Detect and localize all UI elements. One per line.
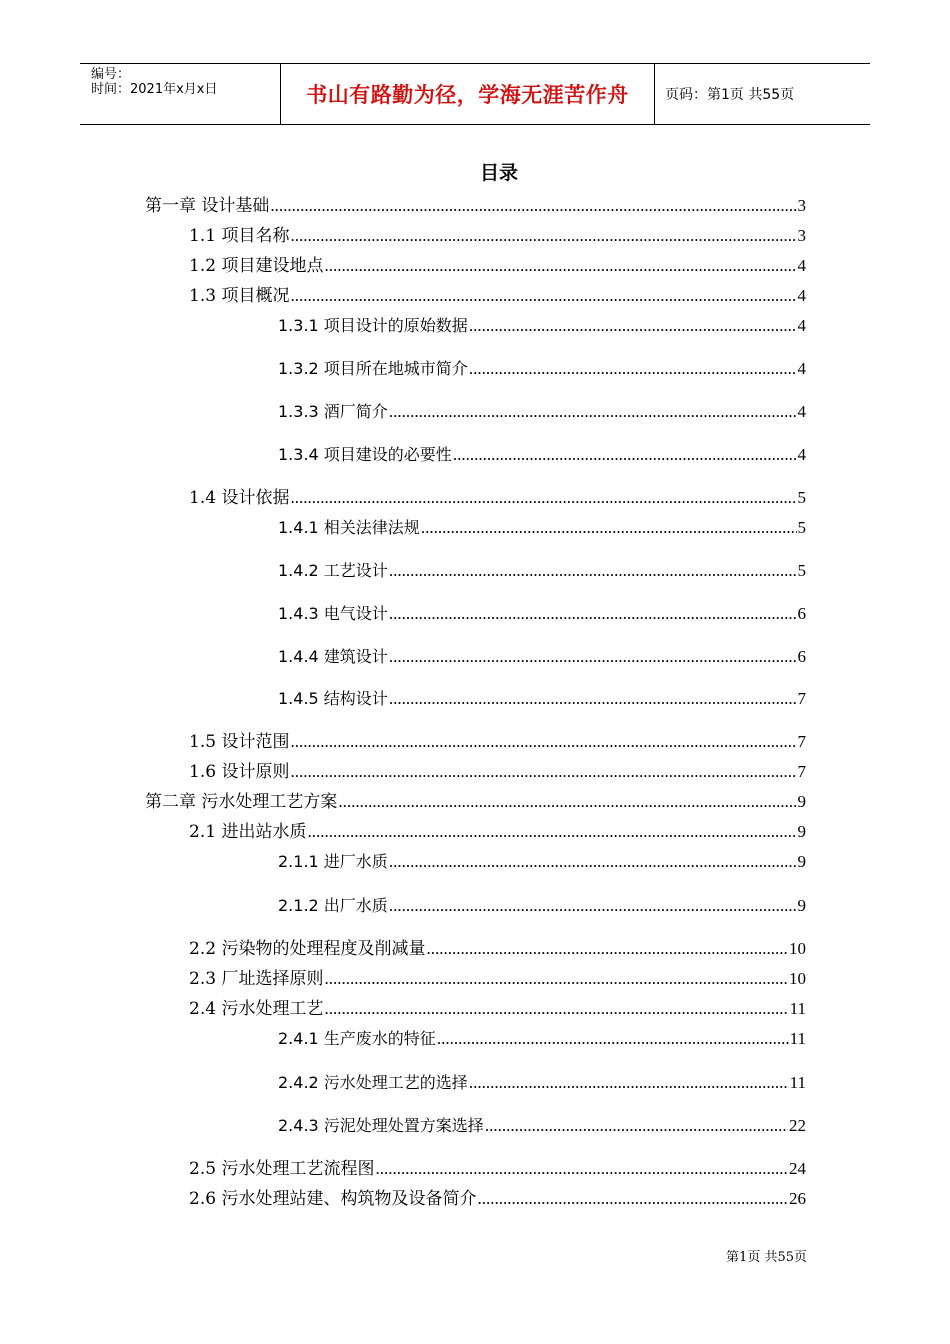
- toc-leader-dots: [469, 315, 797, 337]
- header-motto: 书山有路勤为径，学海无涯苦作舟: [281, 64, 655, 124]
- toc-leader-dots: [426, 938, 788, 960]
- toc-entry[interactable]: [189, 223, 806, 247]
- toc-entry-text: 1.3.1 项目设计的原始数据: [278, 316, 468, 335]
- toc-entry-page: 9: [797, 896, 806, 915]
- toc-leader-dots: [389, 646, 797, 668]
- toc-title: 目录: [479, 162, 518, 184]
- toc-entry-page: 4: [797, 402, 806, 421]
- toc-entry-text: 2.3 厂址选择原则: [189, 969, 324, 989]
- toc-entry-text: 1.3 项目概况: [189, 286, 290, 306]
- toc-entry-page: 4: [797, 445, 806, 464]
- toc-entry-page: 5: [797, 488, 806, 507]
- document-time-label: 时间：2021年x月x日: [91, 82, 218, 97]
- toc-entry-text: 1.4.1 相关法律法规: [278, 518, 420, 537]
- toc-entry-text: 2.4.1 生产废水的特征: [278, 1029, 436, 1048]
- toc-entry-page: 11: [789, 1073, 806, 1092]
- page-footer: 第1页 共55页: [726, 1250, 807, 1265]
- toc-leader-dots: [389, 560, 797, 582]
- toc-entry-text: 2.1.1 进厂水质: [278, 852, 388, 871]
- toc-entry-text: 1.4.3 电气设计: [278, 604, 388, 623]
- toc-entry-text: 2.2 污染物的处理程度及削减量: [189, 939, 426, 959]
- toc-entry-page: 10: [789, 969, 806, 988]
- toc-entry[interactable]: [278, 1113, 806, 1137]
- toc-entry-page: 6: [797, 604, 806, 623]
- document-header: [80, 63, 870, 125]
- toc-entry-page: 26: [789, 1189, 806, 1208]
- toc-entry-page: 7: [797, 762, 806, 781]
- toc-entry-text: 第一章 设计基础: [145, 196, 270, 216]
- toc-entry-text: 1.3.3 酒厂简介: [278, 402, 388, 421]
- toc-entry-text: 1.2 项目建设地点: [189, 256, 324, 276]
- toc-entry-text: 2.4 污水处理工艺: [189, 999, 324, 1019]
- toc-entry-text: 1.4.5 结构设计: [278, 689, 388, 708]
- toc-entry-page: 22: [789, 1116, 806, 1135]
- toc-entry-page: 4: [797, 359, 806, 378]
- toc-entry-page: 9: [797, 852, 806, 871]
- header-meta: [80, 64, 281, 124]
- toc-entry[interactable]: [145, 789, 806, 813]
- toc-leader-dots: [389, 851, 797, 873]
- toc-entry[interactable]: [189, 1156, 806, 1180]
- toc-leader-dots: [421, 517, 797, 539]
- toc-entry-page: 6: [797, 647, 806, 666]
- toc-entry-page: 9: [797, 822, 806, 841]
- toc-entry[interactable]: [189, 1186, 806, 1210]
- toc-entry[interactable]: [189, 936, 806, 960]
- toc-leader-dots: [338, 791, 796, 813]
- toc-leader-dots: [290, 225, 796, 247]
- toc-leader-dots: [389, 688, 797, 710]
- toc-entry[interactable]: [145, 193, 806, 217]
- toc-entry[interactable]: [278, 313, 806, 337]
- toc-leader-dots: [307, 821, 796, 843]
- toc-entry[interactable]: [278, 644, 806, 668]
- toc-leader-dots: [290, 761, 796, 783]
- toc-entry[interactable]: [278, 1026, 806, 1050]
- toc-entry-page: 3: [797, 226, 806, 245]
- toc-entry-text: 1.3.2 项目所在地城市简介: [278, 359, 468, 378]
- toc-entry[interactable]: [189, 485, 806, 509]
- toc-entry-page: 10: [789, 939, 806, 958]
- toc-leader-dots: [453, 444, 797, 466]
- toc-entry-text: 1.3.4 项目建设的必要性: [278, 445, 452, 464]
- toc-entry-page: 4: [797, 316, 806, 335]
- toc-entry-page: 3: [797, 196, 806, 215]
- toc-entry-page: 7: [797, 689, 806, 708]
- toc-leader-dots: [469, 358, 797, 380]
- toc-leader-dots: [389, 895, 797, 917]
- toc-entry-text: 1.4.4 建筑设计: [278, 647, 388, 666]
- toc-entry-page: 5: [797, 561, 806, 580]
- toc-leader-dots: [324, 998, 788, 1020]
- toc-entry-page: 9: [797, 792, 806, 811]
- toc-entry[interactable]: [278, 515, 806, 539]
- toc-entry-page: 7: [797, 732, 806, 751]
- toc-leader-dots: [324, 968, 788, 990]
- toc-entry[interactable]: [278, 399, 806, 423]
- toc-leader-dots: [477, 1188, 788, 1210]
- toc-leader-dots: [290, 487, 796, 509]
- toc-entry-text: 2.4.3 污泥处理处置方案选择: [278, 1116, 484, 1135]
- toc-entry[interactable]: [189, 966, 806, 990]
- toc-entry-page: 4: [797, 286, 806, 305]
- toc-entry-page: 4: [797, 256, 806, 275]
- toc-entry[interactable]: [189, 283, 806, 307]
- toc-entry[interactable]: [189, 253, 806, 277]
- toc-entry[interactable]: [189, 996, 806, 1020]
- toc-entry[interactable]: [278, 558, 806, 582]
- toc-entry[interactable]: [278, 893, 806, 917]
- toc-entry[interactable]: [189, 759, 806, 783]
- document-number-label: 编号：: [91, 67, 131, 82]
- header-page-label: 页码：第1页 共55页: [665, 87, 795, 103]
- toc-entry-page: 5: [797, 518, 806, 537]
- toc-leader-dots: [270, 195, 796, 217]
- toc-entry-page: 11: [789, 1029, 806, 1048]
- toc-leader-dots: [290, 731, 796, 753]
- toc-entry-text: 2.1 进出站水质: [189, 822, 307, 842]
- toc-leader-dots: [437, 1028, 789, 1050]
- toc-entry-text: 1.6 设计原则: [189, 762, 290, 782]
- toc-leader-dots: [389, 603, 797, 625]
- toc-leader-dots: [290, 285, 796, 307]
- toc-entry-text: 2.1.2 出厂水质: [278, 896, 388, 915]
- toc-entry[interactable]: [278, 442, 806, 466]
- toc-entry[interactable]: [278, 601, 806, 625]
- toc-entry-text: 2.5 污水处理工艺流程图: [189, 1159, 375, 1179]
- toc-entry-text: 1.1 项目名称: [189, 226, 290, 246]
- toc-entry[interactable]: [189, 729, 806, 753]
- toc-leader-dots: [389, 401, 797, 423]
- toc-leader-dots: [469, 1072, 789, 1094]
- toc-entry-page: 24: [789, 1159, 806, 1178]
- toc-entry-text: 1.4 设计依据: [189, 488, 290, 508]
- toc-leader-dots: [485, 1115, 788, 1137]
- toc-leader-dots: [324, 255, 796, 277]
- toc-entry-page: 11: [789, 999, 806, 1018]
- toc-entry-text: 2.6 污水处理站建、构筑物及设备简介: [189, 1189, 477, 1209]
- toc-entry[interactable]: [278, 849, 806, 873]
- toc-entry[interactable]: [278, 686, 806, 710]
- toc-leader-dots: [375, 1158, 788, 1180]
- toc-entry[interactable]: [278, 356, 806, 380]
- toc-entry-text: 2.4.2 污水处理工艺的选择: [278, 1073, 468, 1092]
- toc-entry-text: 1.5 设计范围: [189, 732, 290, 752]
- toc-entry[interactable]: [189, 819, 806, 843]
- toc-entry-text: 第二章 污水处理工艺方案: [145, 792, 338, 812]
- toc-entry-text: 1.4.2 工艺设计: [278, 561, 388, 580]
- toc-entry[interactable]: [278, 1070, 806, 1094]
